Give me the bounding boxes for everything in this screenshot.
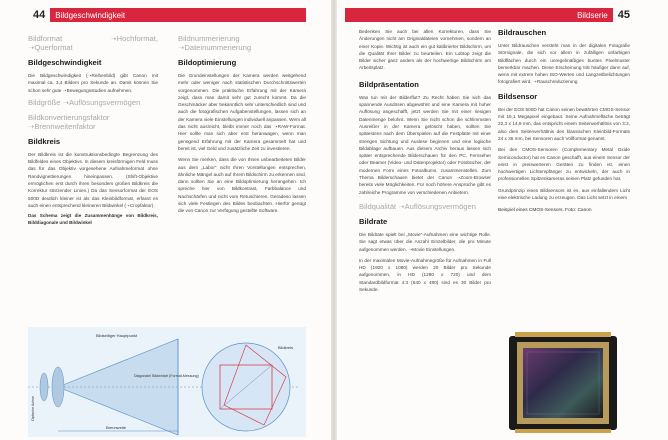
label-bildkreis: Bildkreis [278,345,294,350]
left-page-header [28,8,306,22]
heading-bildkreis: Bildkreis [28,136,61,146]
figure-caption: Das Schema zeigt die Zusammenhänge von Bildkreis, Bilddiagonale und Bildwinkel [28,213,158,225]
heading-bildrauschen: Bildrauschen [498,28,547,37]
heading-bildgeschwindigkeit: Bildgeschwindigkeit [28,58,102,67]
paragraph-bildgeschwindigkeit: Die Bildgeschwindigkeit (➝Reihenbild) gibt Canon mit maximal ca. 3,4 Bildern pro Sekunde an. Damit können Sie schon sehr gute ➝Bewegungsstudien aufnehmen. [28,73,158,93]
left-column-2 [178,34,306,219]
sensor-surface [523,348,603,418]
lens-shape-2 [40,373,48,401]
paragraph-bildsensor-3: Grundprinzip eines Bildsensors ist es, aus einfallendem Licht eine elektrische Ladung zu erzeugen. Das Licht setzt in einem [498,187,630,201]
heading-bildpraesentation: Bildpräsentation [359,79,419,89]
xref-bildqualitaet: Bildqualität ➝Auflösungsvermögen [359,201,476,211]
right-page-header [345,8,635,22]
right-column-2 [498,28,630,214]
xref-bildkonvertierung: Bildkonvertierungsfaktor ➝Brennweitenfaktor [28,112,110,131]
label-optische-achse: Optische Achse [31,396,35,421]
paragraph-bildrate-2: In der maximalen Movie-Aufnahmegröße für Aufnahmen in Full HD (1920 x 1080) werden 20 Bilder pro Sekunde aufgenommen, in HD (1280 x 720) und dem Standardbildformat 4:3 (640 x 480) sind es 30 Bilder pro Sekunde. [359,257,491,293]
heading-bildoptimierung: Bildoptimierung [178,58,237,67]
right-header-label: Bildserie [577,10,608,20]
left-header-label: Bildgeschwindigkeit [55,10,126,20]
paragraph-bildsensor-2: Bei den CMOS-Sensoren (Complementary Metal Oxide Semiconductor) hat es Canon geschafft, aus einem Sensor der einst in preiswerteren Geräten zu finden ist, einen hochwertigen Lichtempfänger zu entwickeln, der auch in professionellen Spitzenkameras seinen Platz gefunden hat. [498,147,630,182]
paragraph-bildrate-1: Die Bildrate spielt bei „Movie“-Aufnahmen eine wichtige Rolle. Sie sagt etwas über die Anzahl Einzelbilder, die pro Minute aufgenommen werden. ➝Movie Einstellungen. [359,231,491,252]
left-column-1 [28,34,158,230]
label-bilddiagonale: Diagonale/ Bildwinkel (Format-Messung) [134,374,199,378]
label-brennweite: Brennweite [106,425,127,430]
paragraph-bildoptimierung-1: Die Grundeinstellungen der Kamera werden weitgehend mehr oder weniger nach statistischen Durchschnittswerten vorgenommen. Die praktische Erfahrung mit der Kamera zeigt, dass man damit sehr gut zurecht kommt. Da die Geschmäcker aber bekanntlich sehr unterschiedlich sind und auch die fotografischen Aufgabenstellungen, lassen sich an der Kamera viele Einstellungen individuell anpassen. Wem all das nicht ausreicht, bleibt immer noch das ➝RAW-Format. Hier sollte man sich aber erst heranwagen, wenn man genügend Erfahrung mit der Kamera gesammelt hat und bereit ist, viel Geld und zusätzliche Zeit zu investieren. [178,73,306,151]
right-page-number: 45 [613,8,635,22]
paragraph-bildkreis: Der Bildkreis ist die konstruktionsbedingte Begrenzung des Bildfeldes eines Objektivs. In diesem kreisförmigen Feld muss das für das Objektiv vorgesehene Aufnahmeformat ohne Randvignettierungen hineinpassen. (Shift-Objektive ermöglichen erst durch ihren besonders großen Bildkreis die Korrektur stürzender Linien.) Da das Sensorformat der EOS 500D deutlich kleiner ist als das Kleinbildformat, erfasst es auch einen entsprechend kleineren Bildwinkel (➝Cropfaktor). [28,151,158,208]
heading-bildrate: Bildrate [359,216,388,226]
paragraph-korrekturen: Bedenken Sie auch bei allen Korrekturen, dass Sie Änderungen nicht am Originaldateien vornehmen, sondern an einer Kopie. Wichtig ist auch ein gut kalibrierter Bildschirm, um die Qualität Ihrer Bilder zu beurteilen. Ein Lobtop zeigt die Bilder sicher ganz anders als der hochwertige Bildschirm am Arbeitsplatz. [359,29,491,71]
paragraph-bildsensor-1: Bei der EOS 500D hat Canon seinen bewährten CMOS-Sensor mit 15,1 Megapixel eingebaut. Seine Aufnahmefläche beträgt 22,3 x 14,9 mm, das entspricht einem Seitenverhältnis von 3:2, also dem Seitenverhältnis des klassischen Kleinbild-Formats 24 x 36 mm, bei Sensoren auch Vollformat genannt. [498,106,630,141]
xref-bildformat: Bildformat ➝Hochformat, ➝Querformat [28,34,158,52]
xref-bildgroesse: Bildgröße ➝Auflösungsvermögen [28,97,141,107]
paragraph-bildoptimierung-2: Wenn Sie merken, dass die von Ihnen unbearbeiteten Bilder aus dem „Labor“ nicht Ihren Vorstellungen entsprechen, ähnliche Mängel auch auf Ihrem Bildschirm zu erkennen sind, dann sollten Sie an eine Bildoptimierung herangehen. Ich spreche hier von Bildkontrast, Farbbalance und Nachschärfen und nicht vom Retuschieren. Geradeso lassen sich viele Festlegen des Bildes beobachten. Hierfür genügt die von Canon zur Verfügung gestellte Software. [178,157,306,214]
heading-bildsensor: Bildsensor [498,91,538,101]
left-page [0,0,333,440]
lens-shape [52,367,64,407]
paragraph-bildpraesentation: Was tun mit der Bilderflut? Zu Recht haben Sie sich das spannende Ausdösen abgewöhnt und eine Kamera mit hoher Auflösung angeschafft, jetzt werden Sie mit einer riesigen Datenmenge belohnt. Wenn Sie nicht schon die schlimmsten Ausreißer in der Kamera gelöscht haben, sollten Sie spätestens nach dem Überspielen auf die Festplatte mit einer strengen Sichtung und Auslese beginnen und eine logische Bildablage aufbauen. Aus diesem Archiv heraus lassen sich später entsprechende Bilderschauen für den PC, Fernseher oder Beamer (Video- und Datenprojektor) oder Fotobücher, der modernen Form eines Fotoalbums, zusammenstellen. Zum Thema Bilderschauen bietet der Canon ➝Zoom-Browser bereits viele Möglichkeiten. Für noch höhere Ansprüche gibt es zahlreiche Programme von verschiedenen Anbietern. [359,94,491,195]
right-column-1 [359,28,491,297]
bildkreis-diagram [28,327,306,437]
right-page [335,0,668,440]
left-page-number: 44 [28,8,50,22]
paragraph-bildrauschen: Unter Bildrauschen versteht man in der digitalen Fotografie Störsignale, die sich vor allem in zufälligen unfarbigen Bildflächen durch ein unregelmäßiges buntes Pixelmuster bemerkbar machen. Diese Erscheinung tritt häufiger dann auf, wenn mit extrem hohen ISO-Werten und Langzeitbelichtungen fotografiert wird. ➝Rauschreduzierung [498,43,630,85]
photo-caption: Beispiel eines CMOS-Sensors. Foto: Canon [498,208,592,214]
xref-bildnummerierung: Bildnummerierung ➝Dateinummerierung [178,34,252,52]
cmos-sensor-photo [505,330,621,434]
label-hauptpunkt: Bildseitiger Hauptpunkt [96,333,138,338]
